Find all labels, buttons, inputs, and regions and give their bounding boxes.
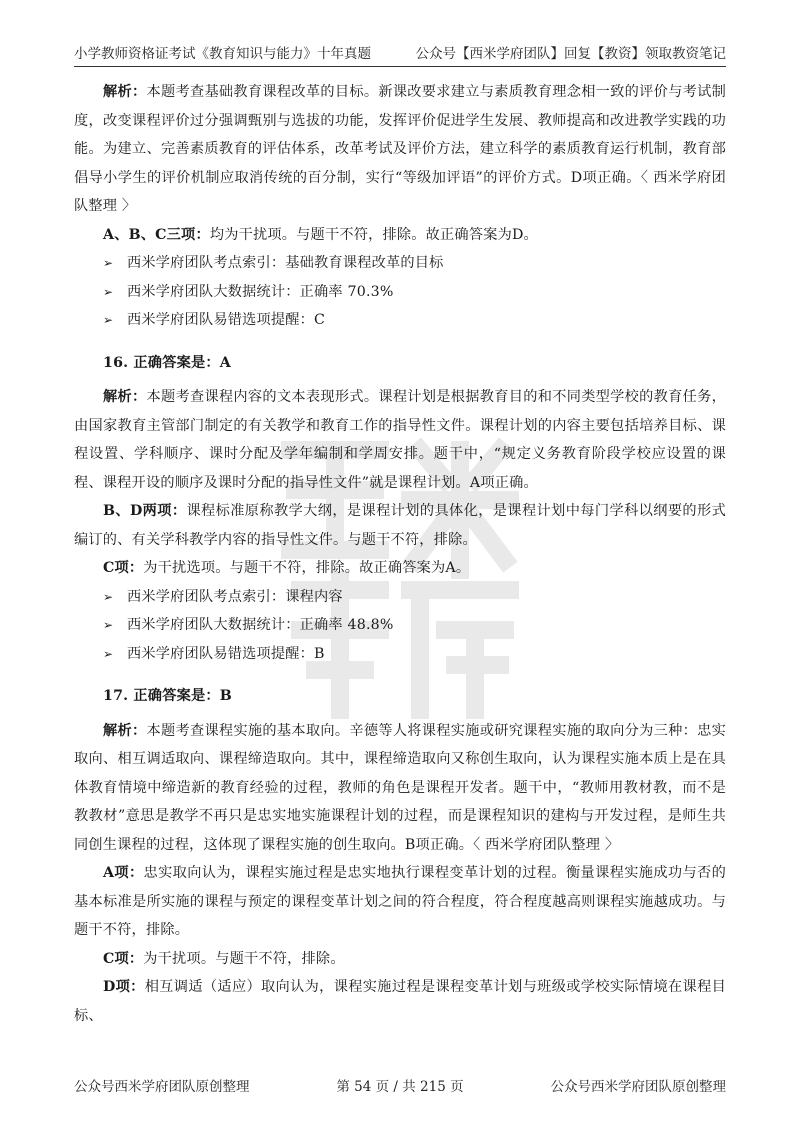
q15-bullet-stats <box>74 278 726 307</box>
arrow-bullet-icon: ➢ <box>103 313 114 327</box>
q17-heading: 17. 正确答案是：B <box>103 688 232 704</box>
option-text: 相互调适（适应）取向认为，课程实施过程是课程变革计划与班级或学校实际情境在课程目标、 <box>74 979 726 1024</box>
bullet-text: 西米学府团队易错选项提醒：C <box>127 312 326 328</box>
option-label: A项： <box>103 865 144 881</box>
option-text: 为干扰选项。与题干不符，排除。故正确答案为A。 <box>143 560 471 576</box>
bullet-text: 西米学府团队大数据统计：正确率 48.8% <box>127 617 394 633</box>
q15-options-abc <box>74 221 726 250</box>
page-content <box>74 78 726 1030</box>
arrow-bullet-icon: ➢ <box>103 618 114 632</box>
q16-option-c <box>74 554 726 583</box>
q17-option-a <box>74 859 726 945</box>
header-right-text: 公众号【西米学府团队】回复【教资】领取教资笔记 <box>415 46 726 62</box>
footer-left-text: 公众号西米学府团队原创整理 <box>74 1079 250 1095</box>
analysis-label: 解析： <box>103 722 147 739</box>
bullet-text: 西米学府团队大数据统计：正确率 70.3% <box>127 283 394 300</box>
q16-bullet-stats <box>74 611 726 640</box>
option-text: 忠实取向认为，课程实施过程是忠实地执行课程变革计划的过程。衡量课程实施成功与否的基本标准是所实施的课程与预定的课程变革计划之间的符合程度，符合程度越高则课程实施越成功。与题干不符，排除。 <box>74 865 726 938</box>
q17-analysis <box>74 717 726 860</box>
q15-analysis <box>74 78 726 221</box>
q15-bullet-topic <box>74 249 726 278</box>
q16-bullet-topic <box>74 583 726 612</box>
page-header <box>74 42 726 64</box>
arrow-bullet-icon: ➢ <box>103 646 114 661</box>
arrow-bullet-icon: ➢ <box>103 256 114 270</box>
q16-analysis <box>74 383 726 497</box>
page-footer <box>74 1075 726 1095</box>
analysis-label: 解析： <box>103 84 147 100</box>
q17-option-d <box>74 973 726 1030</box>
bullet-text: 西米学府团队考点索引：基础教育课程改革的目标 <box>127 255 444 271</box>
q17-option-c <box>74 945 726 974</box>
bullet-text: 西米学府团队考点索引：课程内容 <box>127 588 343 605</box>
option-text: 均为干扰项。与题干不符，排除。故正确答案为D。 <box>209 226 538 243</box>
page-number: 第 54 页 / 共 215 页 <box>336 1079 464 1095</box>
option-text: 课程标准原称教学大纲，是课程计划的具体化，是课程计划中每门学科以纲要的形式编订的、有关学科教学内容的指导性文件。与题干不符，排除。 <box>74 503 726 548</box>
analysis-text: 本题考查基础教育课程改革的目标。新课改要求建立与素质教育理念相一致的评价与考试制度，改变课程评价过分强调甄别与选拔的功能，发挥评价促进学生发展、教师提高和改进教学实践的功能。为建立、完善素质教育的评估体系，改革考试及评价方法，建立科学的素质教育运行机制，教育部倡导小学生的评价机制应取消传统的百分制，实行“等级加评语”的评价方式。D项正确。〈 西米学府团队整理 〉 <box>74 84 726 214</box>
option-label: A、B、C三项： <box>103 226 210 243</box>
analysis-text: 本题考查课程内容的文本表现形式。课程计划是根据教育目的和不同类型学校的教育任务，由国家教育主管部门制定的有关教学和教育工作的指导性文件。课程计划的内容主要包括培养目标、课程设置、学科顺序、课时分配及学年编制和学周安排。题干中，“规定义务教育阶段学校应设置的课程、课程开设的顺序及课时分配的指导性文件”就是课程计划。A项正确。 <box>74 389 726 491</box>
header-left-text: 小学教师资格证考试《教育知识与能力》十年真题 <box>74 46 371 62</box>
q16-bullet-wrong <box>74 640 726 669</box>
q16-heading: 16. 正确答案是：A <box>103 354 231 371</box>
q16-options-bd <box>74 497 726 554</box>
header-divider <box>74 66 726 67</box>
option-label: C项： <box>103 950 144 967</box>
analysis-text: 本题考查课程实施的基本取向。辛德等人将课程实施或研究课程实施的取向分为三种：忠实取向、相互调适取向、课程缔造取向。其中，课程缔造取向又称创生取向，认为课程实施本质上是在具体教育情境中缔造新的教育经验的过程，教师的角色是课程开发者。题干中，“教师用教材教，而不是教教材”意思是教学不再只是忠实地实施课程计划的过程，而是课程知识的建构与开发过程，是师生共同创生课程的过程，这体现了课程实施的创生取向。B项正确。〈 西米学府团队整理 〉 <box>74 722 726 853</box>
arrow-bullet-icon: ➢ <box>103 589 114 604</box>
bullet-text: 西米学府团队易错选项提醒：B <box>127 645 325 662</box>
option-label: B、D两项： <box>103 503 187 519</box>
q15-bullet-wrong <box>74 306 726 335</box>
analysis-label: 解析： <box>103 389 147 405</box>
footer-right-text: 公众号西米学府团队原创整理 <box>550 1079 726 1095</box>
option-text: 为干扰项。与题干不符，排除。 <box>143 950 345 967</box>
arrow-bullet-icon: ➢ <box>103 284 114 299</box>
option-label: C项： <box>103 560 144 576</box>
option-label: D项： <box>103 979 145 995</box>
